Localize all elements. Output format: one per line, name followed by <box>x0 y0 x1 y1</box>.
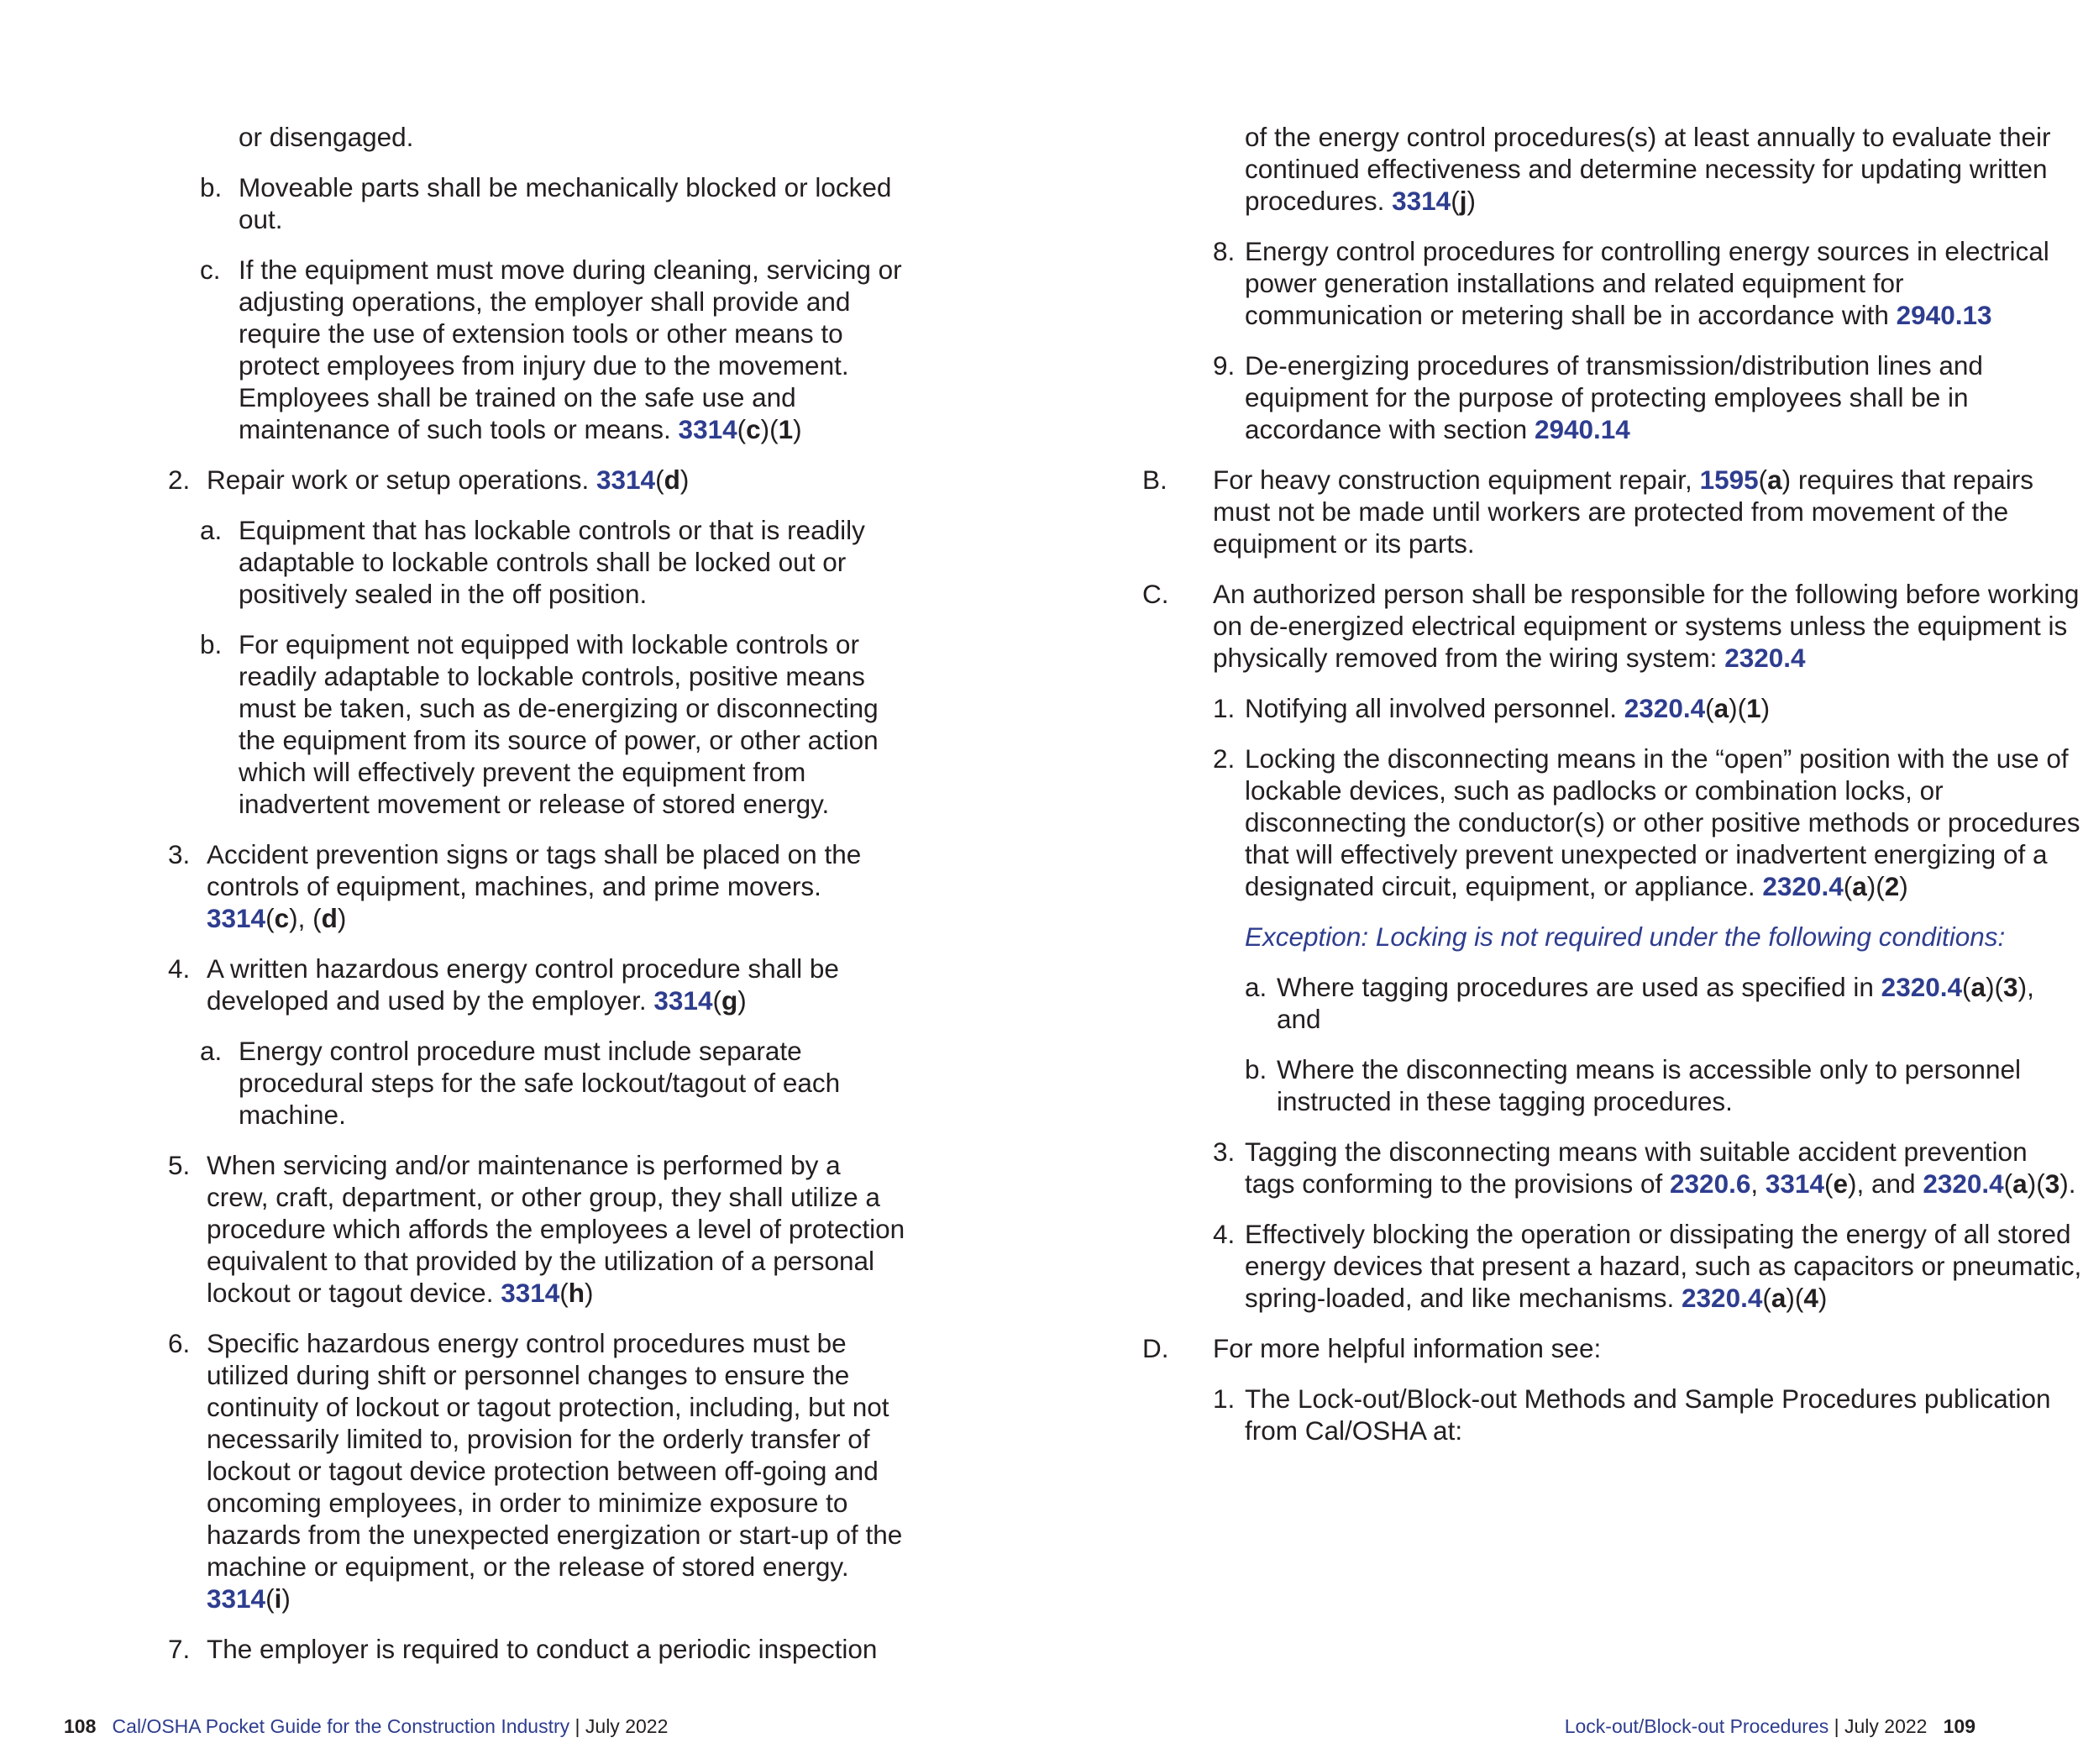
punct: )( <box>2027 1168 2045 1199</box>
section-reference-link[interactable]: 3314 <box>207 1583 266 1614</box>
item-text: De-energizing procedures of transmission/distribution lines and equipment for the purpose of protecting employees shall be in accordance with section <box>1245 350 1983 444</box>
subsection-letter: a <box>1970 972 1986 1002</box>
list-marker: 4. <box>168 953 191 984</box>
list-marker: B. <box>1142 465 1167 495</box>
list-item <box>168 171 907 235</box>
punct: ( <box>655 465 664 495</box>
left-footer <box>64 1714 668 1739</box>
list-marker: 6. <box>168 1328 191 1358</box>
list-item <box>1142 743 2083 902</box>
list-item <box>1142 1218 2083 1314</box>
punct: ) <box>1466 186 1476 216</box>
right-page <box>1008 0 2082 1764</box>
item-text: The employer is required to conduct a periodic inspection <box>207 1634 878 1664</box>
list-item <box>168 1035 907 1131</box>
punct: ( <box>1823 1168 1834 1199</box>
subsection-letter: g <box>721 985 738 1016</box>
section-reference-link[interactable]: 3314 <box>653 985 713 1016</box>
section-reference-link[interactable]: 2320.6 <box>1670 1168 1751 1199</box>
section-reference-link[interactable]: 2940.13 <box>1896 300 1992 330</box>
list-marker: 3. <box>1213 1137 1236 1167</box>
section-reference-link[interactable]: 2320.4 <box>1724 643 1806 673</box>
list-marker: 8. <box>1213 236 1236 266</box>
list-marker: C. <box>1142 579 1169 609</box>
list-item <box>1142 349 2083 445</box>
punct: ). <box>2059 1168 2076 1199</box>
subsection-letter: e <box>1833 1168 1848 1199</box>
list-item <box>1142 235 2083 331</box>
item-text: The Lock-out/Block-out Methods and Sample Procedures publication from Cal/OSHA at: <box>1245 1383 2051 1446</box>
subsection-letter: a <box>1852 871 1867 901</box>
page-number: 108 <box>64 1715 97 1737</box>
section-reference-link[interactable]: 3314 <box>501 1278 560 1308</box>
section-reference-link[interactable]: 3314 <box>207 903 266 933</box>
item-text: Accident prevention signs or tags shall be placed on the controls of equipment, machines, and prime movers. <box>207 839 862 901</box>
publication-title: Cal/OSHA Pocket Guide for the Construction Industry <box>112 1715 570 1737</box>
left-column <box>168 121 907 1683</box>
punct: ) <box>679 465 690 495</box>
footer-date: July 2022 <box>1844 1715 1928 1737</box>
punct: ) <box>281 1583 291 1614</box>
list-marker: a. <box>200 1036 223 1066</box>
subsection-number: 2 <box>1884 871 1900 901</box>
subsection-number: 1 <box>1746 693 1761 723</box>
section-reference-link[interactable]: 3314 <box>678 414 737 444</box>
list-item <box>1142 692 2083 724</box>
list-item <box>168 464 907 496</box>
punct: ( <box>265 903 275 933</box>
list-item <box>1142 1053 2083 1117</box>
list-item <box>168 953 907 1016</box>
punct: ( <box>2003 1168 2013 1199</box>
list-marker: 1. <box>1213 1383 1236 1414</box>
punct: ) <box>1818 1283 1828 1313</box>
punct: ( <box>265 1583 275 1614</box>
item-text: Where the disconnecting means is accessible only to personnel instructed in these tagging procedures. <box>1277 1054 2021 1116</box>
item-text: Equipment that has lockable controls or that is readily adaptable to lockable controls shall be locked out or positively sealed in the off position. <box>239 515 865 609</box>
section-reference-link[interactable]: 2320.4 <box>1762 871 1844 901</box>
punct: ( <box>559 1278 569 1308</box>
section-reference-link[interactable]: 1595 <box>1699 465 1759 495</box>
item-text: Tagging the disconnecting means with suitable accident prevention tags conforming to the provisions of <box>1245 1137 2028 1199</box>
item-text: Repair work or setup operations. <box>207 465 596 495</box>
punct: ) <box>737 985 747 1016</box>
subsection-letter: a <box>1767 465 1782 495</box>
subsection-letter: a <box>2012 1168 2028 1199</box>
item-text: Moveable parts shall be mechanically blocked or locked out. <box>239 172 892 234</box>
list-marker: 3. <box>168 839 191 869</box>
list-item <box>168 838 907 934</box>
item-text: Energy control procedures for controlling energy sources in electrical power generation installations and related equipment for communication or metering shall be in accordance with <box>1245 236 2049 330</box>
list-marker: 2. <box>168 465 191 495</box>
footer-separator: | <box>1829 1715 1844 1737</box>
item-text: of the energy control procedures(s) at least annually to evaluate their continued effectiveness and determine necessity for updating written procedures. <box>1245 122 2051 216</box>
footer-separator: | <box>569 1715 585 1737</box>
section-reference-link[interactable]: 2320.4 <box>1624 693 1706 723</box>
item-text: Where tagging procedures are used as specified in <box>1277 972 1881 1002</box>
punct: ), ( <box>289 903 322 933</box>
punct: )( <box>1866 871 1885 901</box>
list-item <box>168 254 907 445</box>
punct: ( <box>1451 186 1460 216</box>
punct: )( <box>1986 972 2004 1002</box>
item-text: Locking the disconnecting means in the “open” position with the use of lockable devices, such as padlocks or combination locks, or disconnecting the conductor(s) or other positive methods or procedures that will effectively prevent unexpected or inadvertent energizing of a designated circuit, equipment, or appliance. <box>1245 743 2080 901</box>
item-text: An authorized person shall be responsible for the following before working on de-energized electrical equipment or systems unless the equipment is physically removed from the wiring system: <box>1213 579 2080 673</box>
punct: ) requires that repairs must not be made until workers are protected from movement of the equipment or its parts. <box>1213 465 2034 559</box>
punct: ( <box>712 985 721 1016</box>
subsection-letter: h <box>568 1278 585 1308</box>
subsection-letter: a <box>1771 1283 1787 1313</box>
list-item <box>168 514 907 610</box>
list-item <box>168 1327 907 1614</box>
item-text: Specific hazardous energy control procedures must be utilized during shift or personnel changes to ensure the continuity of lockout or tagout protection, including, but not necessarily limited to, provision for the orderly transfer of lockout or tagout device protection between off-going and oncoming employees, in order to minimize exposure to hazards from the unexpected energization or start-up of the machine or equipment, or the release of stored energy. <box>207 1328 903 1582</box>
subsection-letter: j <box>1459 186 1467 216</box>
subsection-letter: d <box>321 903 338 933</box>
subsection-number: 4 <box>1803 1283 1818 1313</box>
section-reference-link[interactable]: 2320.4 <box>1682 1283 1763 1313</box>
list-item <box>1142 464 2083 559</box>
punct: ) <box>337 903 347 933</box>
punct: ( <box>1705 693 1714 723</box>
list-marker: a. <box>1245 972 1267 1002</box>
list-item <box>1142 578 2083 674</box>
punct: ), and <box>1277 972 2034 1034</box>
subsection-number: 1 <box>778 414 794 444</box>
list-marker: D. <box>1142 1333 1169 1363</box>
list-marker: b. <box>200 629 223 659</box>
punct: ) <box>585 1278 594 1308</box>
item-text: For heavy construction equipment repair, <box>1213 465 1700 495</box>
item-text: Energy control procedure must include separate procedural steps for the safe lockout/tagout of each machine. <box>239 1036 841 1130</box>
punct: ), and <box>1848 1168 1923 1199</box>
footer-date: July 2022 <box>585 1715 669 1737</box>
subsection-letter: c <box>746 414 761 444</box>
punct: ( <box>1962 972 1971 1002</box>
list-marker: 2. <box>1213 743 1236 774</box>
list-item <box>168 628 907 820</box>
list-item <box>168 1633 907 1665</box>
subsection-letter: d <box>664 465 680 495</box>
list-item <box>1142 1383 2083 1446</box>
list-marker: c. <box>200 255 221 285</box>
list-item <box>168 1149 907 1309</box>
right-column <box>1142 121 2083 1465</box>
list-item <box>1142 971 2083 1035</box>
subsection-letter: i <box>274 1583 282 1614</box>
list-marker: b. <box>1245 1054 1267 1084</box>
punct: ( <box>1843 871 1853 901</box>
punct: ( <box>1762 1283 1771 1313</box>
list-item <box>1142 1332 2083 1364</box>
item-text: If the equipment must move during cleaning, servicing or adjusting operations, the employer shall provide and require the use of extension tools or other means to protect employees from injury due to the movement. Employees shall be trained on the safe use and maintenance of such tools or means. <box>239 255 902 444</box>
list-marker: 4. <box>1213 1219 1236 1249</box>
punct: ( <box>737 414 747 444</box>
punct: ) <box>793 414 802 444</box>
right-footer <box>1565 1714 1975 1739</box>
punct: , <box>1750 1168 1766 1199</box>
list-marker: 1. <box>1213 693 1236 723</box>
section-reference-link[interactable]: 2320.4 <box>1923 1168 2004 1199</box>
item-text: Notifying all involved personnel. <box>1245 693 1624 723</box>
left-page <box>0 0 1008 1764</box>
continued-text: or disengaged. <box>239 122 414 152</box>
section-reference-link[interactable]: 2320.4 <box>1881 972 1963 1002</box>
subsection-letter: a <box>1713 693 1729 723</box>
item-text: For equipment not equipped with lockable controls or readily adaptable to lockable controls, positive means must be taken, such as de-energizing or disconnecting the equipment from its source of power, or other action which will effectively prevent the equipment from inadvertent movement or release of stored energy. <box>239 629 879 819</box>
section-reference-link[interactable]: 2940.14 <box>1534 414 1630 444</box>
punct: ) <box>1899 871 1908 901</box>
section-title: Lock-out/Block-out Procedures <box>1564 1715 1829 1737</box>
item-text: Effectively blocking the operation or dissipating the energy of all stored energy devices that present a hazard, such as capacitors or pneumatic, spring-loaded, and like mechanisms. <box>1245 1219 2082 1313</box>
item-text: A written hazardous energy control procedure shall be developed and used by the employer. <box>207 953 839 1016</box>
continued-text <box>1142 121 2083 217</box>
punct: ) <box>1760 693 1771 723</box>
punct: )( <box>1786 1283 1804 1313</box>
list-marker: 9. <box>1213 350 1236 381</box>
section-reference-link[interactable]: 3314 <box>596 465 656 495</box>
punct: )( <box>1729 693 1747 723</box>
punct: )( <box>760 414 779 444</box>
item-text: For more helpful information see: <box>1213 1333 1602 1363</box>
page-number: 109 <box>1943 1715 1975 1737</box>
subsection-number: 3 <box>2044 1168 2060 1199</box>
list-marker: b. <box>200 172 223 202</box>
exception-note: Exception: Locking is not required under the following conditions: <box>1245 921 2006 952</box>
section-reference-link[interactable]: 3314 <box>1392 186 1451 216</box>
list-marker: a. <box>200 515 223 545</box>
list-item <box>1142 1136 2083 1200</box>
list-marker: 7. <box>168 1634 191 1664</box>
subsection-number: 3 <box>2003 972 2018 1002</box>
item-text: When servicing and/or maintenance is performed by a crew, craft, department, or other group, they shall utilize a procedure which affords the employees a level of protection equivalent to that provided by the utilization of a personal lockout or tagout device. <box>207 1150 905 1308</box>
subsection-letter: c <box>274 903 290 933</box>
punct: ( <box>1758 465 1768 495</box>
list-marker: 5. <box>168 1150 191 1180</box>
section-reference-link[interactable]: 3314 <box>1765 1168 1824 1199</box>
